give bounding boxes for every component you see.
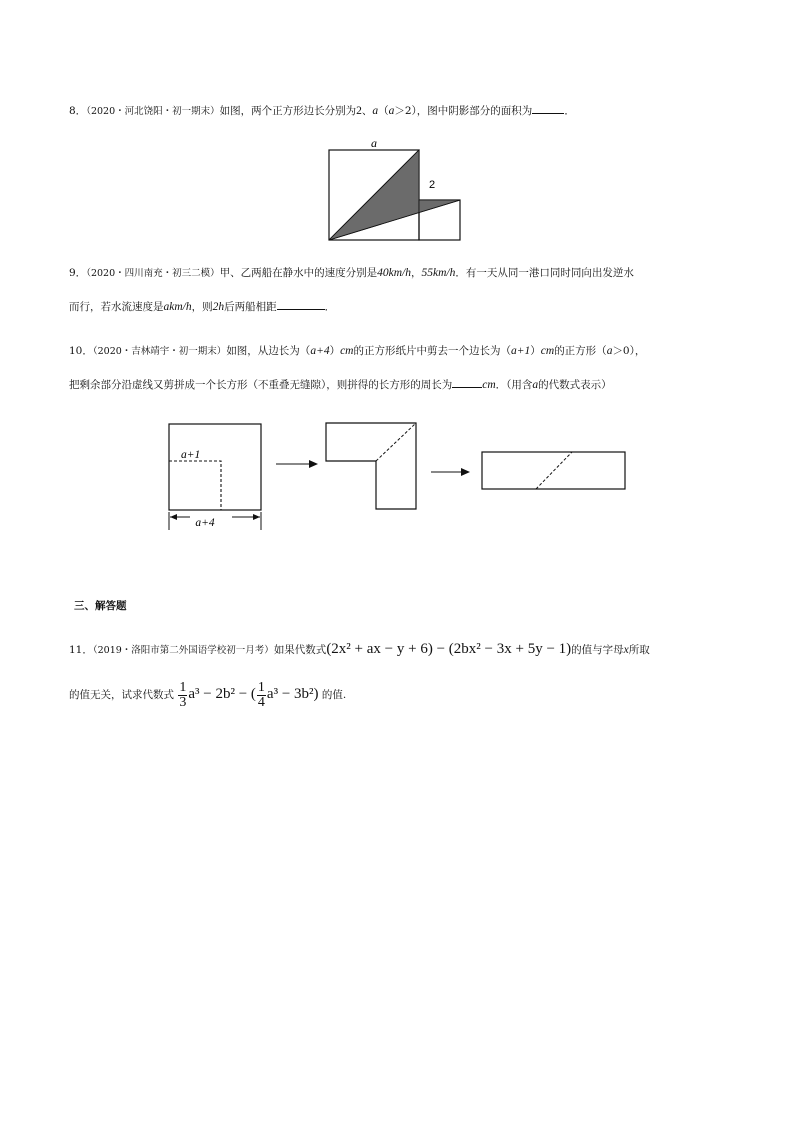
q10-text3: 的正方形纸片中剪去一个边长为（ (353, 345, 511, 357)
q11-fraction-1 (178, 681, 187, 710)
q9-flow: akm/h (163, 301, 192, 313)
q11-text1: 如果代数式 (273, 644, 327, 656)
q10-source: （2020・吉林靖宇・初一期末） (92, 346, 227, 357)
q10-text5: 的正方形（ (554, 345, 607, 357)
q10-e3: a (606, 345, 613, 357)
q10-line2-a: 把剩余部分沿虚线又剪拼成一个长方形（不重叠无缝隙），则拼得的长方形的周长为 (69, 379, 453, 391)
question-9-line1 (69, 265, 634, 282)
q9-text1: 甲、乙两船在静水中的速度分别是 (219, 267, 378, 279)
section-title: 三、解答题 (74, 600, 127, 612)
q8-side1: 2 (356, 105, 362, 117)
q8-answer-blank[interactable] (532, 103, 564, 114)
q8-cond-open: （ (378, 105, 389, 117)
q9-line2-b: ，则 (191, 301, 213, 313)
q11-number: 11． (69, 644, 93, 656)
q10-label-bottom: a+4 (195, 517, 215, 529)
q10-var: a (532, 379, 539, 391)
question-11-line2 (69, 676, 346, 713)
q8-shaded-region-small (419, 200, 460, 213)
q8-number: 8． (69, 105, 87, 117)
q11-frac1-den: 3 (179, 694, 187, 710)
q10-number: 10． (69, 345, 93, 357)
question-11-line1 (69, 641, 650, 659)
q11-frac1-num: 1 (179, 679, 187, 695)
q10-text2: ） (329, 345, 341, 357)
q11-expr2-part1: a³ − 2b² − ( (188, 686, 256, 702)
q11-expr2-part2: a³ − 3b²) (266, 686, 319, 702)
q8-label-a: a (371, 136, 377, 150)
q9-answer-blank[interactable] (277, 299, 325, 310)
q9-source: （2020・四川南充・初三二模） (86, 268, 220, 279)
q10-unit2: cm (540, 345, 555, 357)
q9-comma: ， (410, 267, 422, 279)
question-8-text (69, 103, 575, 120)
q11-fraction-2 (257, 681, 266, 710)
q9-text2: ．有一天从同一港口同时同向出发逆水 (455, 267, 634, 279)
q10-line2-c: 的代数式表示） (538, 379, 612, 391)
q11-frac2-den: 4 (257, 694, 265, 710)
q10-text1: 如图，从边长为（ (226, 345, 311, 357)
q8-source: （2020・河北饶阳・初一期末） (86, 106, 220, 117)
q10-answer-blank[interactable] (452, 377, 482, 388)
q11-var: x (623, 644, 629, 656)
q8-sep: 、 (361, 105, 373, 117)
q10-label-inner: a+1 (181, 449, 201, 461)
q10-unit3: cm (482, 379, 496, 391)
q11-source: （2019・洛阳市第二外国语学校初一月考） (92, 645, 274, 656)
q11-line2-b: 的值. (321, 689, 347, 701)
q8-cond-var: a (388, 105, 395, 117)
question-10-line2 (69, 377, 612, 393)
q10-line2-b: ．（用含 (495, 379, 533, 391)
question-9-line2 (69, 299, 335, 315)
q11-frac2-num: 1 (257, 679, 265, 695)
q8-shaded-region (329, 150, 419, 240)
q10-text4: ） (530, 345, 541, 357)
q8-cond-rest: ＞2），图中阴影部分的面积为 (394, 105, 533, 117)
q9-line2-end: ． (324, 301, 336, 313)
q8-text-end: ． (564, 105, 575, 117)
question-10-line1 (69, 343, 645, 360)
q11-text3: 所取 (628, 644, 650, 656)
q10-unit1: cm (340, 345, 354, 357)
q11-line2-a: 的值无关，试求代数式 (69, 689, 174, 701)
q9-line2-c: 后两船相距 (224, 301, 277, 313)
q9-number: 9． (69, 267, 87, 279)
q8-label-2: 2 (428, 179, 436, 191)
q8-side2: a (372, 105, 379, 117)
q10-e1: a+4 (310, 345, 330, 357)
q9-line2-a: 而行，若水流速度是 (69, 301, 164, 313)
q10-e2: a+1 (511, 345, 531, 357)
q9-time: 2h (212, 301, 225, 313)
q8-text-before: 如图，两个正方形边长分别为 (219, 105, 357, 117)
q11-expr1: (2x² + ax − y + 6) − (2bx² − 3x + 5y − 1) (326, 641, 572, 657)
q11-text2: 的值与字母 (571, 644, 624, 656)
q9-v2: 55km/h (421, 267, 456, 279)
q9-v1: 40km/h (377, 267, 411, 279)
q10-text6: ＞0）， (612, 345, 646, 357)
